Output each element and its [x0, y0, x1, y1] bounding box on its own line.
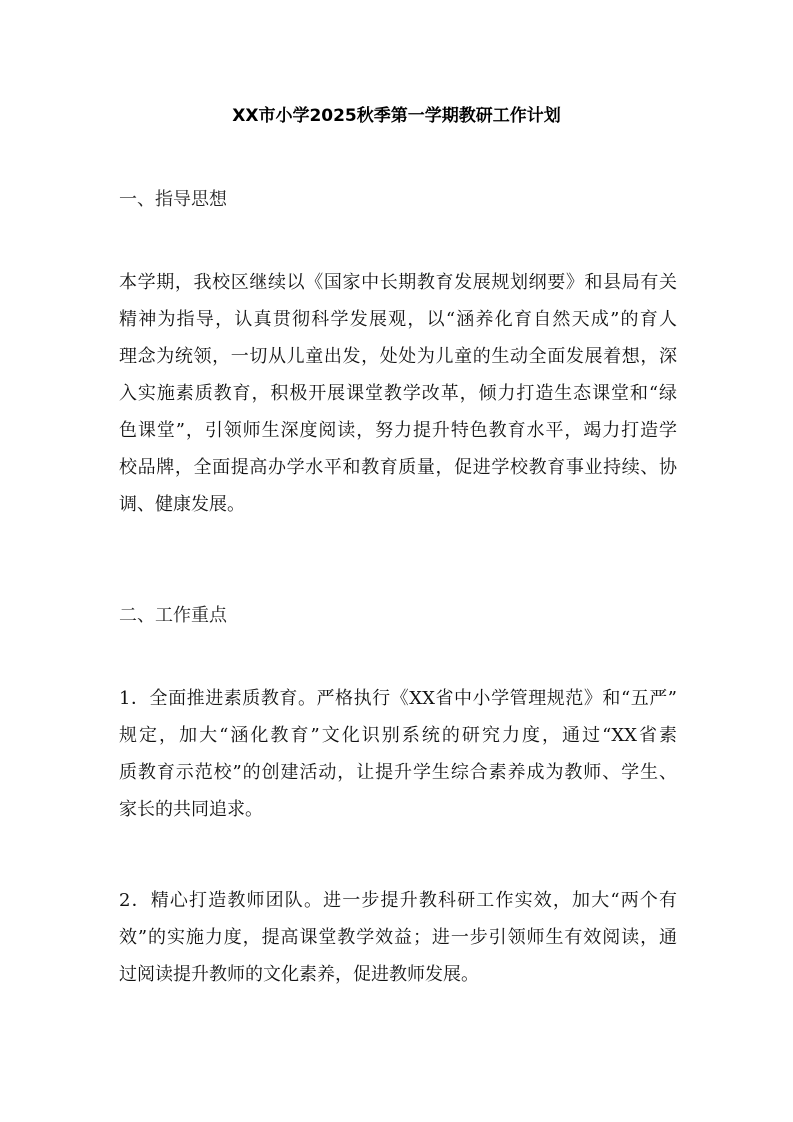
paragraph-line: 1．全面推进素质教育。严格执行《XX省中小学管理规范》和“五严”: [119, 688, 677, 709]
paragraph-guiding-ideology: [119, 264, 677, 523]
paragraph-line: 2．精心打造教师团队。进一步提升教科研工作实效，加大“两个有: [119, 890, 677, 911]
paragraph-line: 质教育示范校”的创建活动，让提升学生综合素养成为教师、学生、: [119, 762, 677, 783]
paragraph-line: 效”的实施力度，提高课堂教学效益；进一步引领师生有效阅读，通: [119, 927, 677, 948]
paragraph-work-focus-2: [119, 882, 677, 993]
paragraph-line: 规定，加大“涵化教育”文化识别系统的研究力度，通过“XX省素: [119, 725, 677, 746]
paragraph-line: 理念为统领，一切从儿童出发，处处为儿童的生动全面发展着想，深: [119, 346, 677, 367]
paragraph-line: 色课堂”，引领师生深度阅读，努力提升特色教育水平，竭力打造学: [119, 420, 677, 441]
paragraph-line: 家长的共同追求。: [119, 799, 263, 820]
paragraph-line: 校品牌，全面提高办学水平和教育质量，促进学校教育事业持续、协: [119, 457, 677, 478]
section-heading-guiding-ideology: 一、指导思想: [119, 189, 227, 210]
section-heading-work-focus: 二、工作重点: [119, 605, 227, 626]
paragraph-line: 入实施素质教育，积极开展课堂教学改革，倾力打造生态课堂和“绿: [119, 383, 677, 404]
document-title: XX市小学2025秋季第一学期教研工作计划: [232, 106, 561, 126]
paragraph-line: 精神为指导，认真贯彻科学发展观，以“涵养化育自然天成”的育人: [119, 309, 677, 330]
paragraph-line: 本学期，我校区继续以《国家中长期教育发展规划纲要》和县局有关: [119, 272, 677, 293]
paragraph-work-focus-1: [119, 680, 677, 828]
paragraph-line: 调、健康发展。: [119, 494, 245, 515]
paragraph-line: 过阅读提升教师的文化素养，促进教师发展。: [119, 964, 479, 985]
